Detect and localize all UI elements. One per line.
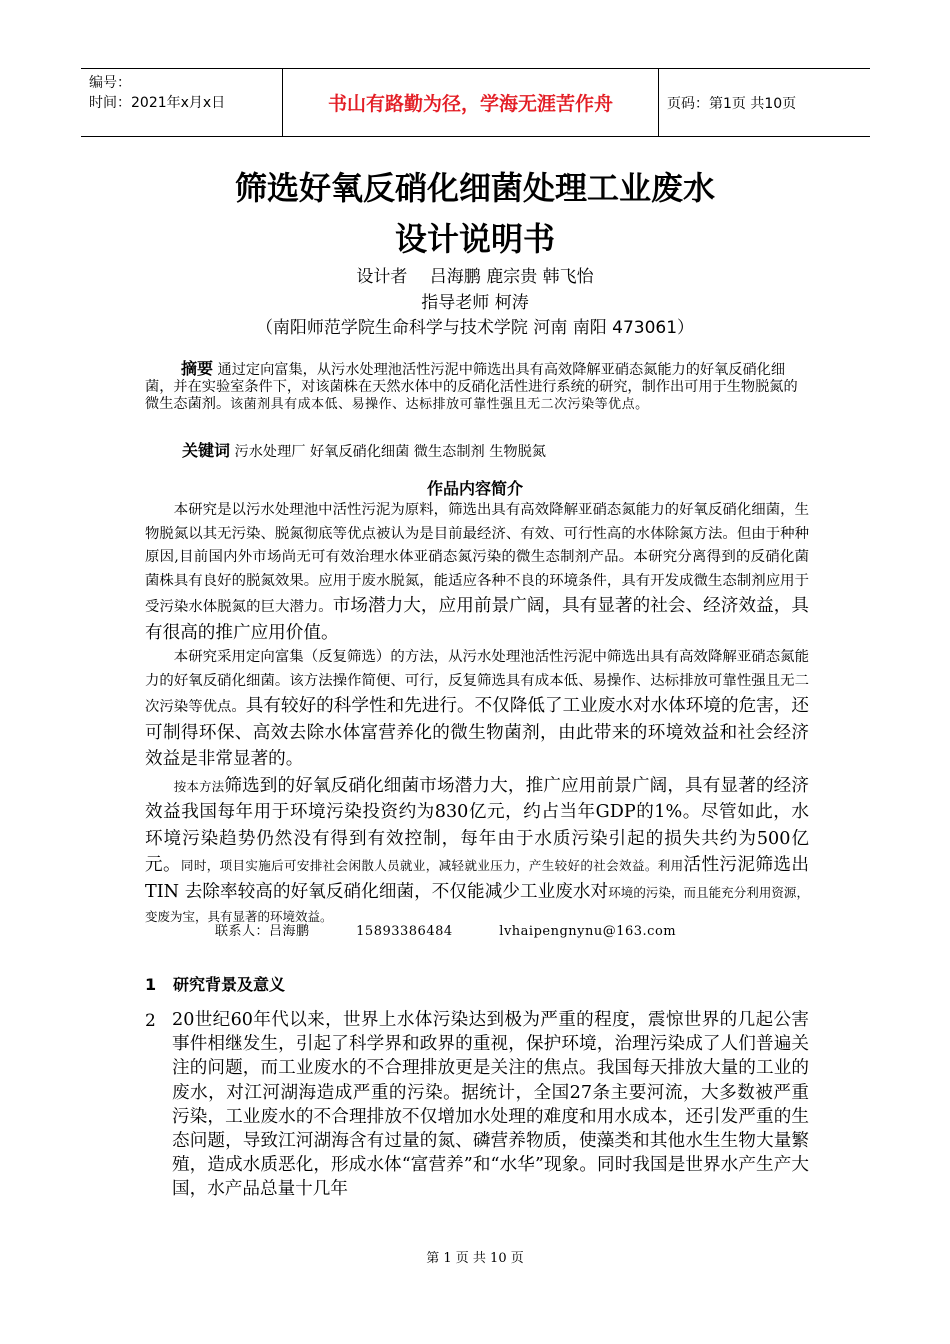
page-footer: 第 1 页 共 10 页 [426,1251,524,1266]
section-1-heading: 1 研究背景及意义 [145,975,286,994]
page-header [81,68,870,137]
keywords-label: 关键词 [182,441,231,460]
section-2-number: 2 [145,1011,156,1031]
contact-phone: 15893386484 [356,924,453,939]
doc-title-line1: 筛选好氧反硝化细菌处理工业废水 [234,169,715,207]
summary-body [145,499,809,930]
abstract-text-2: 该菌剂具有成本低、易操作、达标排放可靠性强且无二次污染等优点。 [230,397,649,412]
time-label: 时间：2021年x月x日 [89,95,226,111]
header-motto: 书山有路勤为径，学海无涯苦作舟 [282,69,659,136]
abstract-text: 通过定向富集，从污水处理池活性污泥中筛选出具有高效降解亚硝态氮能力的好氧反硝化细菌，并在实验室条件下，对该菌株在天然水体中的反硝化活性进行系统的研究，制作出可用于生物脱氮的微生态菌剂。 [145,362,798,412]
paragraph: 本研究采用定向富集（反复筛选）的方法，从污水处理池活性污泥中筛选出具有高效降解亚硝态氮能力的好氧反硝化细菌。该方法操作简便、可行，反复筛选具有成本低、易操作、达标排放可靠性强且无二次污染等优点。具有较好的科学性和先进行。不仅降低了工业废水对水体环境的危害，还可制得环保、高效去除水体富营养化的微生物菌剂，由此带来的环境效益和社会经济效益是非常显著的。 [145,649,809,769]
summary-heading: 作品内容简介 [426,479,523,498]
affiliation: （南阳师范学院生命科学与技术学院 河南 南阳 473061） [255,318,695,338]
paragraph: 按本方法筛选到的好氧反硝化细菌市场潜力大，推广应用前景广阔，具有显著的经济效益我国每年用于环境污染投资约为830亿元，约占当年GDP的1%。尽管如此，水环境污染趋势仍然没有得到有效控制，每年由于水质污染引起的损失共约为500亿元。同时，项目实施后可安排社会闲散人员就业，减轻就业压力，产生较好的社会效益。利用活性污泥筛选出TIN 去除率较高的好氧反硝化细菌，不仅能减少工业废水对环境的污染，而且能充分利用资源，变废为宝，具有显著的环境效益。 [145,775,809,924]
header-meta [81,69,282,136]
abstract [145,360,809,413]
keywords-text: 污水处理厂 好氧反硝化细菌 微生态制剂 生物脱氮 [234,444,546,460]
doc-title-line2: 设计说明书 [394,220,555,258]
contact-name: 联系人：吕海鹏 [215,924,310,939]
contact-email[interactable]: lvhaipengnynu@163.com [499,924,677,939]
header-page-info: 页码：第1页 共10页 [667,95,797,112]
keywords [182,438,546,461]
designers: 设计者 吕海鹏 鹿宗贵 韩飞怡 [356,267,594,287]
abstract-label: 摘要 [181,359,214,378]
advisor: 指导老师 柯涛 [421,293,529,313]
paragraph: 本研究是以污水处理池中活性污泥为原料，筛选出具有高效降解亚硝态氮能力的好氧反硝化细菌，生物脱氮以其无污染、脱氮彻底等优点被认为是目前最经济、有效、可行性高的水体除氮方法。但由于种种原因,目前国内外市场尚无可有效治理水体亚硝态氮污染的微生态制剂产品。本研究分离得到的反硝化菌菌株具有良好的脱氮效果。应用于废水脱氮，能适应各种不良的环境条件，具有开发成微生态制剂应用于受污染水体脱氮的巨大潜力。市场潜力大，应用前景广阔，具有显著的社会、经济效益，具有很高的推广应用价值。 [145,502,809,643]
section-2-text: 20世纪60年代以来，世界上水体污染达到极为严重的程度，震惊世界的几起公害事件相继发生，引起了科学界和政界的重视，保护环境，治理污染成了人们普遍关注的问题，而工业废水的不合理排放更是关注的焦点。我国每天排放大量的工业的废水，对江河湖海造成严重的污染。据统计，全国27条主要河流，大多数被严重污染，工业废水的不合理排放不仅增加水处理的难度和用水成本，还引发严重的生态问题，导致江河湖海含有过量的氮、磷营养物质，使藻类和其他水生生物大量繁殖，造成水质恶化，形成水体“富营养”和“水华”现象。同时我国是世界水产生产大国，水产品总量十几年 [172,1010,809,1200]
contact-line [215,920,718,939]
number-label: 编号： [89,75,131,91]
